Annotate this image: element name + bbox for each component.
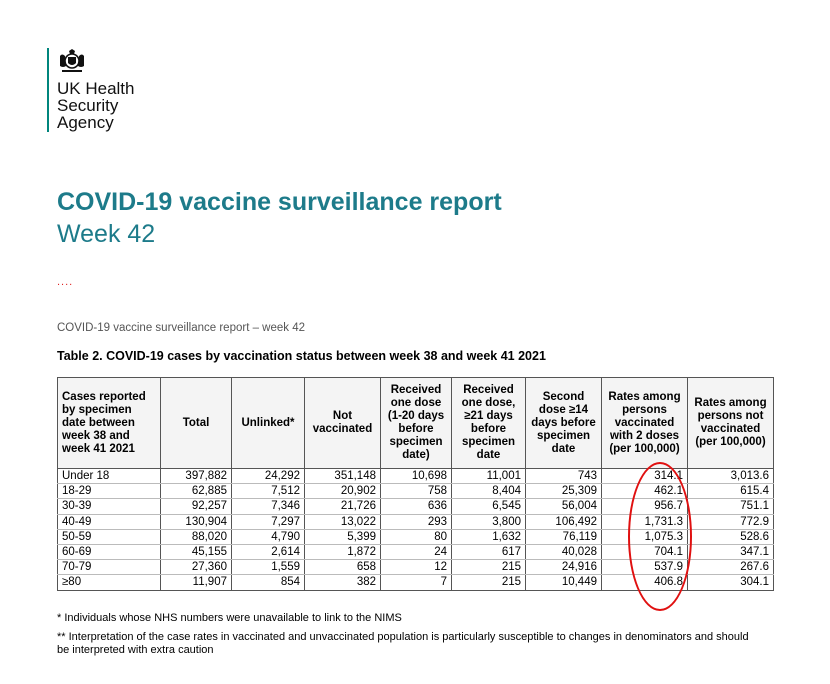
table-cell: 7,346: [232, 499, 305, 514]
table-cell: 215: [452, 560, 526, 575]
table-cell: 45,155: [161, 544, 232, 559]
table-cell: 3,013.6: [688, 469, 774, 484]
table-cell: 537.9: [602, 560, 688, 575]
column-header: Second dose ≥14 days before specimen date: [526, 378, 602, 469]
table-cell: 658: [305, 560, 381, 575]
table-cell: 4,790: [232, 529, 305, 544]
table-row: [58, 544, 774, 559]
table-cell: 76,119: [526, 529, 602, 544]
table-cell: 60-69: [58, 544, 161, 559]
table-header-row: [58, 378, 774, 469]
table-cell: 40-49: [58, 514, 161, 529]
table-cell: 1,075.3: [602, 529, 688, 544]
agency-name-line: Security: [57, 96, 119, 115]
table-cell: 27,360: [161, 560, 232, 575]
table-cell: 7: [381, 575, 452, 590]
table-cell: 397,882: [161, 469, 232, 484]
table-cell: 1,872: [305, 544, 381, 559]
table-cell: 56,004: [526, 499, 602, 514]
cases-table: [57, 377, 774, 591]
royal-coat-of-arms-icon: [57, 48, 87, 74]
agency-name: [57, 80, 134, 131]
table-cell: 615.4: [688, 484, 774, 499]
table-cell: 24,916: [526, 560, 602, 575]
table-cell: 130,904: [161, 514, 232, 529]
table-cell: 406.8: [602, 575, 688, 590]
column-header: Received one dose, ≥21 days before specimen date: [452, 378, 526, 469]
table-row: [58, 484, 774, 499]
table-cell: 13,022: [305, 514, 381, 529]
table-cell: 7,512: [232, 484, 305, 499]
table-cell: 106,492: [526, 514, 602, 529]
table-row: [58, 469, 774, 484]
table-cell: 751.1: [688, 499, 774, 514]
table-cell: 743: [526, 469, 602, 484]
table-cell: 62,885: [161, 484, 232, 499]
table-cell: 617: [452, 544, 526, 559]
running-header: COVID-19 vaccine surveillance report – week 42: [57, 322, 306, 334]
table-cell: 382: [305, 575, 381, 590]
table-cell: 10,698: [381, 469, 452, 484]
column-header: Unlinked*: [232, 378, 305, 469]
table-cell: 1,559: [232, 560, 305, 575]
table-cell: 462.1: [602, 484, 688, 499]
table-cell: 21,726: [305, 499, 381, 514]
column-header: Rates among persons vaccinated with 2 doses (per 100,000): [602, 378, 688, 469]
table-cell: 18-29: [58, 484, 161, 499]
table-cell: 314.1: [602, 469, 688, 484]
table-cell: 215: [452, 575, 526, 590]
table-cell: 88,020: [161, 529, 232, 544]
table-cell: 10,449: [526, 575, 602, 590]
agency-name-line: UK Health: [57, 79, 135, 98]
table-cell: 267.6: [688, 560, 774, 575]
report-subtitle: Week 42: [57, 220, 156, 248]
table-cell: 854: [232, 575, 305, 590]
table-row: [58, 575, 774, 590]
column-header: Rates among persons not vaccinated (per 100,000): [688, 378, 774, 469]
table-cell: ≥80: [58, 575, 161, 590]
column-header: Not vaccinated: [305, 378, 381, 469]
table-cell: 6,545: [452, 499, 526, 514]
red-dots-mark: ....: [57, 276, 74, 288]
table-cell: 758: [381, 484, 452, 499]
table-cell: 1,632: [452, 529, 526, 544]
table-cell: 5,399: [305, 529, 381, 544]
table-cell: 2,614: [232, 544, 305, 559]
column-header: Cases reported by specimen date between week 38 and week 41 2021: [58, 378, 161, 469]
table-cell: 70-79: [58, 560, 161, 575]
table-cell: 772.9: [688, 514, 774, 529]
table-cell: 956.7: [602, 499, 688, 514]
footnote: * Individuals whose NHS numbers were unavailable to link to the NIMS: [57, 612, 402, 624]
table-row: [58, 560, 774, 575]
table-cell: 1,731.3: [602, 514, 688, 529]
table-cell: 80: [381, 529, 452, 544]
table-cell: 24: [381, 544, 452, 559]
table-cell: 8,404: [452, 484, 526, 499]
table-cell: 20,902: [305, 484, 381, 499]
table-cell: 40,028: [526, 544, 602, 559]
column-header: Received one dose (1-20 days before specimen date): [381, 378, 452, 469]
table-cell: 293: [381, 514, 452, 529]
table-row: [58, 514, 774, 529]
footnote: ** Interpretation of the case rates in vaccinated and unvaccinated population is particularly susceptible to changes in denominators and should be interpreted with extra caution: [57, 631, 749, 656]
table-cell: 12: [381, 560, 452, 575]
table-cell: 304.1: [688, 575, 774, 590]
table-caption: Table 2. COVID-19 cases by vaccination status between week 38 and week 41 2021: [57, 349, 546, 363]
table-cell: 351,148: [305, 469, 381, 484]
report-title: COVID-19 vaccine surveillance report: [57, 188, 502, 216]
table-row: [58, 499, 774, 514]
table-cell: 50-59: [58, 529, 161, 544]
agency-logo: [47, 48, 134, 132]
table-row: [58, 529, 774, 544]
table-cell: Under 18: [58, 469, 161, 484]
agency-name-line: Agency: [57, 113, 114, 132]
table-cell: 30-39: [58, 499, 161, 514]
table-cell: 3,800: [452, 514, 526, 529]
table-cell: 11,001: [452, 469, 526, 484]
table-cell: 92,257: [161, 499, 232, 514]
table-cell: 7,297: [232, 514, 305, 529]
table-cell: 24,292: [232, 469, 305, 484]
table-cell: 25,309: [526, 484, 602, 499]
column-header: Total: [161, 378, 232, 469]
table-cell: 636: [381, 499, 452, 514]
table-cell: 11,907: [161, 575, 232, 590]
table-cell: 528.6: [688, 529, 774, 544]
table-cell: 347.1: [688, 544, 774, 559]
table-cell: 704.1: [602, 544, 688, 559]
